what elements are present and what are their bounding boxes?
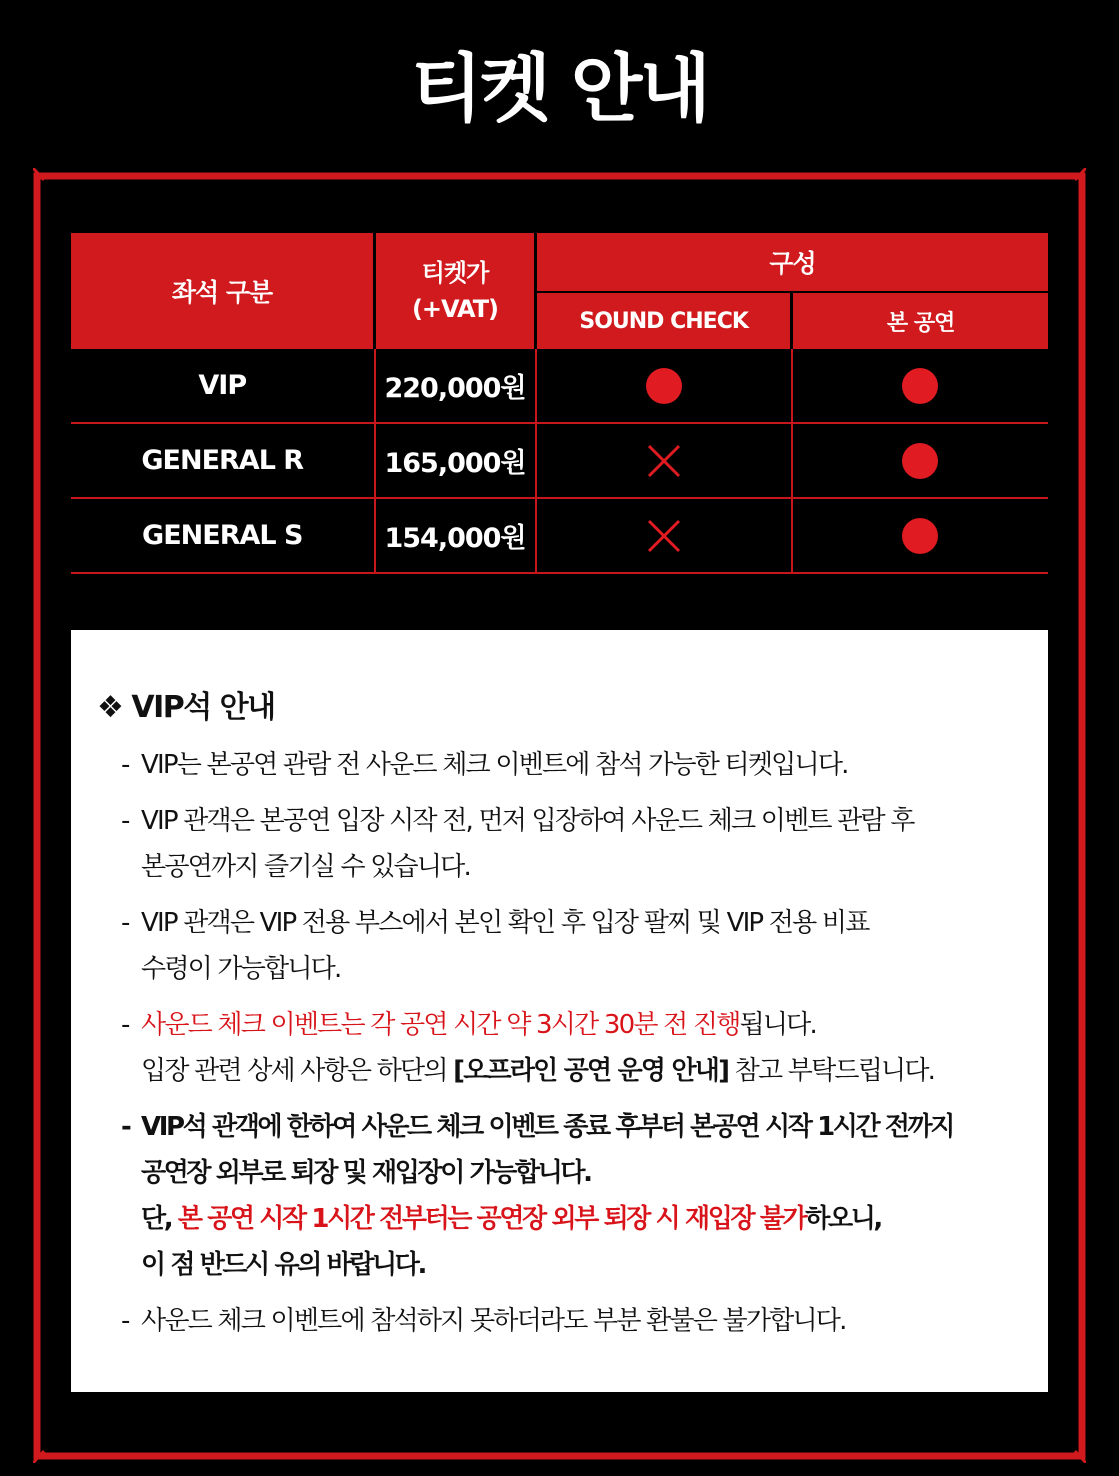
notice-item (121, 900, 1031, 992)
offline-guide-reference: [오프라인 공연 운영 안내] (453, 1056, 729, 1086)
notice-highlight: 본 공연 시작 1시간 전부터는 공연장 외부 퇴장 시 재입장 불가 (177, 1204, 806, 1234)
price-cell: 220,000원 (375, 349, 536, 423)
notice-item (121, 798, 1031, 890)
notice-text: VIP 관객은 VIP 전용 부스에서 본인 확인 후 입장 팔찌 및 VIP 전용 비표 (141, 908, 869, 938)
dash-marker: - (121, 908, 129, 938)
notice-text: VIP는 본공연 관람 전 사운드 체크 이벤트에 참석 가능한 티켓입니다. (141, 750, 848, 780)
notice-text: VIP석 관객에 한하여 사운드 체크 이벤트 종료 후부터 본공연 시작 1시간 전까지 (141, 1112, 953, 1142)
seat-cell: VIP (71, 349, 375, 423)
dash-marker: - (121, 1010, 129, 1040)
notice-text: 이 점 반드시 유의 바랍니다. (141, 1250, 425, 1280)
header-price-vat: (+VAT) (411, 295, 499, 323)
notice-text: 본공연까지 즐기실 수 있습니다. (141, 852, 470, 882)
header-ticket-price (375, 233, 536, 349)
notice-heading-text: VIP석 안내 (131, 690, 275, 725)
notice-text: 입장 관련 상세 사항은 하단의 (141, 1056, 454, 1086)
main-show-cell (792, 423, 1048, 498)
price-cell: 154,000원 (375, 498, 536, 573)
not-included-x-icon (646, 443, 682, 479)
dash-marker: - (121, 1306, 129, 1336)
notice-text: 사운드 체크 이벤트에 참석하지 못하더라도 부분 환불은 불가합니다. (141, 1306, 846, 1336)
header-sound-check: SOUND CHECK (536, 292, 792, 349)
table-row (71, 498, 1048, 573)
notice-heading (97, 688, 275, 728)
dash-marker: - (121, 750, 129, 780)
notice-text: VIP 관객은 본공연 입장 시작 전, 먼저 입장하여 사운드 체크 이벤트 관람 후 (141, 806, 914, 836)
not-included-x-icon (646, 518, 682, 554)
header-main-show: 본 공연 (792, 292, 1048, 349)
notice-item-important (121, 1104, 1031, 1288)
header-composition: 구성 (536, 233, 1049, 292)
notice-item (121, 742, 1031, 788)
table-row (71, 349, 1048, 423)
included-dot-icon (646, 368, 682, 404)
notice-text: 하오니, (805, 1204, 881, 1234)
notice-text: 참고 부탁드립니다. (728, 1056, 935, 1086)
table-row (71, 423, 1048, 498)
notice-text: 공연장 외부로 퇴장 및 재입장이 가능합니다. (141, 1158, 591, 1188)
main-show-cell (792, 498, 1048, 573)
included-dot-icon (902, 518, 938, 554)
included-dot-icon (902, 443, 938, 479)
notice-text: 수령이 가능합니다. (141, 954, 341, 984)
notice-item (121, 1298, 1031, 1344)
notice-highlight: 사운드 체크 이벤트는 각 공연 시간 약 3시간 30분 전 진행 (141, 1010, 740, 1040)
page-title: 티켓 안내 (411, 46, 708, 132)
included-dot-icon (902, 368, 938, 404)
header-price-label: 티켓가 (421, 259, 489, 287)
sound-check-cell (536, 349, 792, 423)
dash-marker: - (121, 806, 129, 836)
notice-text: 됩니다. (739, 1010, 816, 1040)
seat-cell: GENERAL S (71, 498, 375, 573)
notice-list (121, 742, 1031, 1354)
notice-text: 단, (141, 1204, 178, 1234)
sound-check-cell (536, 498, 792, 573)
notice-item (121, 1002, 1031, 1094)
seat-cell: GENERAL R (71, 423, 375, 498)
header-seat-type: 좌석 구분 (71, 233, 375, 349)
dash-marker: - (121, 1112, 130, 1142)
price-cell: 165,000원 (375, 423, 536, 498)
diamond-symbol-icon: ❖ (97, 690, 123, 725)
main-show-cell (792, 349, 1048, 423)
vip-notice-box (71, 630, 1048, 1392)
ticket-price-table (71, 233, 1048, 574)
sound-check-cell (536, 423, 792, 498)
